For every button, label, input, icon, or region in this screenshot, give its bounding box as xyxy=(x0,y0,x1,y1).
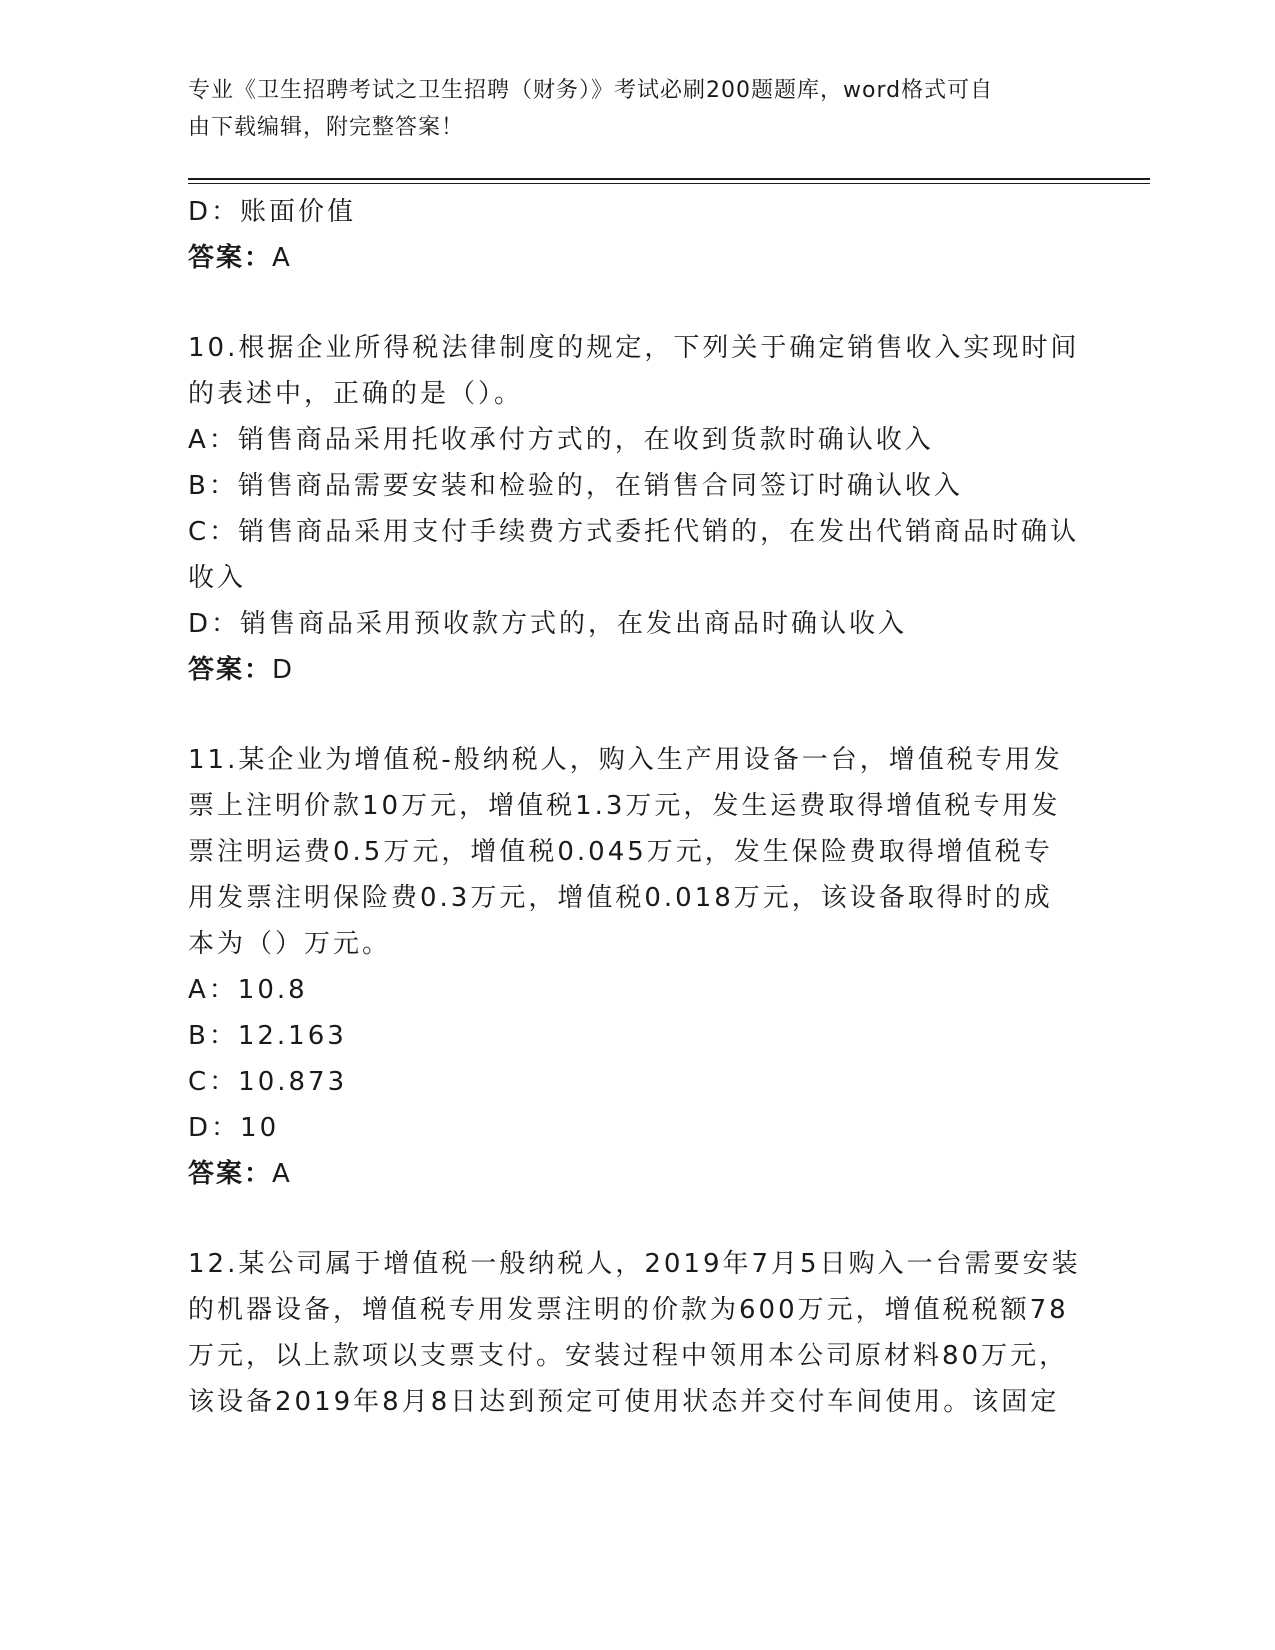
header-line-1: 专业《卫生招聘考试之卫生招聘（财务）》考试必刷200题题库，word格式可自 xyxy=(188,78,994,103)
question-text-line: 11.某企业为增值税-般纳税人，购入生产用设备一台，增值税专用发 xyxy=(188,745,1063,775)
option-c: C：10.873 xyxy=(188,1067,348,1097)
option-b: B：12.163 xyxy=(188,1021,347,1051)
document-body xyxy=(188,189,1088,1425)
header-rule-thin xyxy=(188,183,1150,184)
question-text-line: 10.根据企业所得税法律制度的规定，下列关于确定销售收入实现时间 xyxy=(188,333,1080,363)
answer-value: A xyxy=(272,1159,293,1189)
question-text-line: 用发票注明保险费0.3万元，增值税0.018万元，该设备取得时的成 xyxy=(188,883,1053,913)
question-text-line: 12.某公司属于增值税一般纳税人，2019年7月5日购入一台需要安装 xyxy=(188,1249,1081,1279)
question-text-line: 票上注明价款10万元，增值税1.3万元，发生运费取得增值税专用发 xyxy=(188,791,1061,821)
option-a: A：10.8 xyxy=(188,975,308,1005)
answer xyxy=(188,1151,1088,1197)
question-text-line: 的表述中，正确的是（）。 xyxy=(188,379,524,409)
question-text-line: 的机器设备，增值税专用发票注明的价款为600万元，增值税税额78 xyxy=(188,1295,1069,1325)
answer-label: 答案： xyxy=(188,243,273,273)
answer-label: 答案： xyxy=(188,655,273,685)
question-12 xyxy=(188,1241,1088,1425)
option-d: D：10 xyxy=(188,1113,280,1143)
question-text-line: 票注明运费0.5万元，增值税0.045万元，发生保险费取得增值税专 xyxy=(188,837,1053,867)
question-text-line: 本为（）万元。 xyxy=(188,929,392,959)
header-line-2: 由下载编辑，附完整答案！ xyxy=(188,115,465,140)
question-10 xyxy=(188,325,1088,693)
question-11 xyxy=(188,737,1088,1197)
answer-label: 答案： xyxy=(188,1159,273,1189)
header-rule xyxy=(188,178,1150,180)
answer xyxy=(188,647,1088,693)
page-header xyxy=(188,72,1068,146)
prev-option-d: D：账面价值 xyxy=(188,197,357,227)
prev-answer xyxy=(188,235,1088,281)
option-b: B：销售商品需要安装和检验的，在销售合同签订时确认收入 xyxy=(188,471,963,501)
option-d: D：销售商品采用预收款方式的，在发出商品时确认收入 xyxy=(188,609,908,639)
question-text-line: 该设备2019年8月8日达到预定可使用状态并交付车间使用。该固定 xyxy=(188,1387,1060,1417)
answer-value: D xyxy=(272,655,296,685)
answer-value: A xyxy=(272,243,293,273)
question-text-line: 万元，以上款项以支票支付。安装过程中领用本公司原材料80万元， xyxy=(188,1341,1069,1371)
option-c-line: 收入 xyxy=(188,563,247,593)
option-c-line: C：销售商品采用支付手续费方式委托代销的，在发出代销商品时确认 xyxy=(188,517,1080,547)
option-a: A：销售商品采用托收承付方式的，在收到货款时确认收入 xyxy=(188,425,934,455)
